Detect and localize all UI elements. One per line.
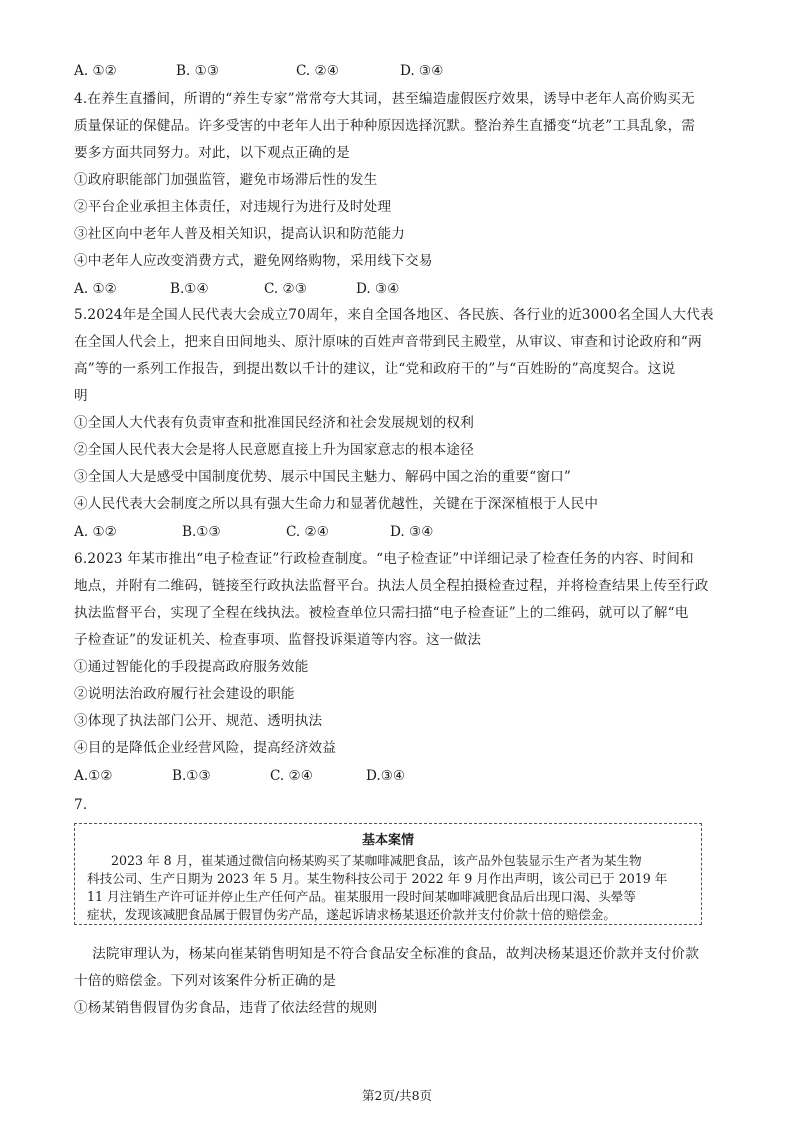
q4-stem-line: 要多方面共同努力。对此，以下观点正确的是 bbox=[74, 145, 350, 161]
case-line: 科技公司、生产日期为 2023 年 5 月。某生物科技公司于 2022 年 9 月作出声明，该公司已于 2019 年 bbox=[87, 871, 668, 886]
option-b: B. ①③ bbox=[176, 63, 220, 79]
q4-statement: ②平台企业承担主体责任，对违规行为进行及时处理 bbox=[74, 199, 392, 215]
option-d: D.③④ bbox=[366, 768, 406, 784]
q6-statement: ④目的是降低企业经营风险，提高经济效益 bbox=[74, 740, 337, 756]
q6-stem-line: 6.2023 年某市推出“电子检查证”行政检查制度。“电子检查证”中详细记录了检查任务的内容、时间和 bbox=[74, 551, 694, 567]
case-title: 基本案情 bbox=[361, 833, 414, 848]
option-c: C. ②④ bbox=[296, 63, 339, 79]
q6-stem-line: 子检查证”的发证机关、检查事项、监督投诉渠道等内容。这一做法 bbox=[74, 632, 482, 648]
q5-statement: ④人民代表大会制度之所以具有强大生命力和显著优越性，关键在于深深植根于人民中 bbox=[74, 496, 599, 512]
q6-stem-line: 地点，并附有二维码，链接至行政执法监督平台。执法人员全程拍摄检查过程，并将检查结果上传至行政 bbox=[74, 578, 709, 594]
q4-statement: ④中老年人应改变消费方式，避免网络购物，采用线下交易 bbox=[74, 253, 433, 269]
option-a: A.①② bbox=[74, 768, 113, 784]
q7-stem-line: 十倍的赔偿金。下列对该案件分析正确的是 bbox=[74, 973, 337, 989]
option-c: C. ②④ bbox=[270, 768, 313, 784]
option-a: A. ①② bbox=[74, 63, 117, 79]
option-b: B.①③ bbox=[172, 768, 211, 784]
option-c: C. ②④ bbox=[286, 524, 329, 540]
case-line: 2023 年 8 月，崔某通过微信向杨某购买了某咖啡减肥食品，该产品外包装显示生产者为某生物 bbox=[87, 853, 642, 868]
q4-statement: ①政府职能部门加强监管，避免市场滞后性的发生 bbox=[74, 172, 378, 188]
q5-stem-line: 高”等的一系列工作报告，到提出数以千计的建议，让“党和政府干的”与“百姓盼的”高度契合。这说 bbox=[74, 361, 676, 377]
q6-statement: ②说明法治政府履行社会建设的职能 bbox=[74, 686, 295, 702]
q4-statement: ③社区向中老年人普及相关知识，提高认识和防范能力 bbox=[74, 226, 406, 242]
q7-number: 7. bbox=[74, 797, 88, 813]
case-line: 症状，发现该减肥食品属于假冒伪劣产品，遂起诉请求杨某退还价款并支付价款十倍的赔偿金。 bbox=[87, 907, 616, 922]
q7-statement: ①杨某销售假冒伪劣食品，违背了依法经营的规则 bbox=[74, 1000, 378, 1016]
option-b: B.①④ bbox=[170, 281, 209, 297]
case-line: 11 月注销生产许可证并停止生产任何产品。崔某服用一段时间某咖啡减肥食品后出现口渴、头晕等 bbox=[87, 889, 636, 904]
option-d: D. ③④ bbox=[356, 281, 400, 297]
q5-statement: ③全国人大是感受中国制度优势、展示中国民主魅力、解码中国之治的重要“窗口” bbox=[74, 469, 572, 485]
q7-stem-line: 法院审理认为，杨某向崔某销售明知是不符合食品安全标准的食品，故判决杨某退还价款并支付价款 bbox=[74, 946, 700, 962]
q5-stem-line: 5.2024年是全国人民代表大会成立70周年，来自全国各地区、各民族、各行业的近3000名全国人大代表 bbox=[74, 307, 714, 323]
option-a: A. ①② bbox=[74, 524, 117, 540]
q5-stem-line: 在全国人代会上，把来自田间地头、原汁原味的百姓声音带到民主殿堂，从审议、审查和讨论政府和“两 bbox=[74, 334, 702, 350]
option-c: C. ②③ bbox=[264, 281, 307, 297]
case-box bbox=[74, 823, 702, 925]
q6-stem-line: 执法监督平台，实现了全程在线执法。被检查单位只需扫描“电子检查证”上的二维码，就可以了解“电 bbox=[74, 605, 689, 621]
option-b: B.①③ bbox=[182, 524, 221, 540]
q5-statement: ②全国人民代表大会是将人民意愿直接上升为国家意志的根本途径 bbox=[74, 442, 475, 458]
page-footer: 第2页/共8页 bbox=[361, 1088, 433, 1103]
option-d: D. ③④ bbox=[400, 63, 444, 79]
q6-statement: ①通过智能化的手段提高政府服务效能 bbox=[74, 659, 309, 675]
option-a: A. ①② bbox=[74, 281, 117, 297]
q6-statement: ③体现了执法部门公开、规范、透明执法 bbox=[74, 713, 323, 729]
q4-stem-line: 4.在养生直播间，所谓的“养生专家”常常夸大其词，甚至编造虚假医疗效果，诱导中老年人高价购买无 bbox=[74, 91, 695, 107]
q5-stem-line: 明 bbox=[74, 388, 88, 404]
q4-stem-line: 质量保证的保健品。许多受害的中老年人出于种种原因选择沉默。整治养生直播变“坑老”工具乱象，需 bbox=[74, 118, 696, 134]
option-d: D. ③④ bbox=[390, 524, 434, 540]
q5-statement: ①全国人大代表有负责审查和批准国民经济和社会发展规划的权利 bbox=[74, 415, 475, 431]
